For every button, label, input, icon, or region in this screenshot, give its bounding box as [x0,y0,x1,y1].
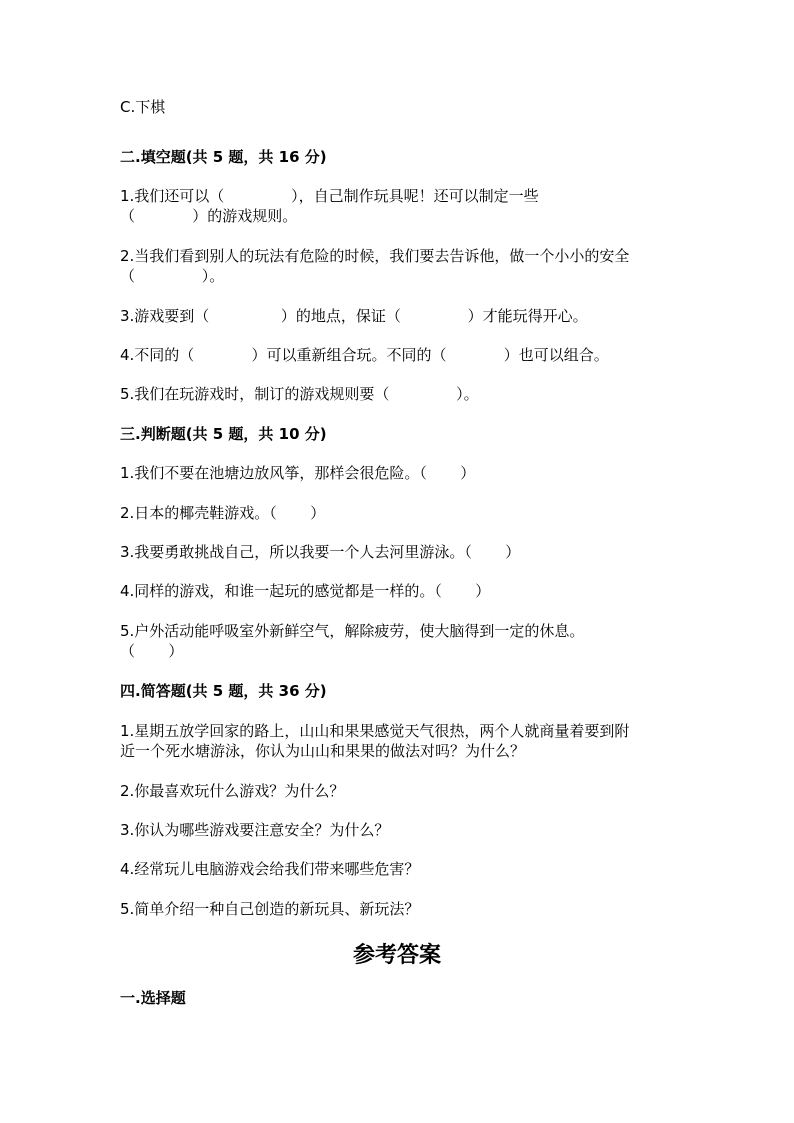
section-judgement-heading: 三.判断题(共 5 题，共 10 分) [120,425,327,443]
short-question-1-line-1: 1.星期五放学回家的路上，山山和果果感觉天气很热，两个人就商量着要到附 [120,722,630,740]
judge-question-1: 1.我们不要在池塘边放风筝，那样会很危险。（ ） [120,464,476,482]
fill-question-1-line-1: 1.我们还可以（ ），自己制作玩具呢！还可以制定一些 [120,187,539,205]
fill-question-2-line-2: （ ）。 [120,267,225,285]
fill-question-2-line-1: 2.当我们看到别人的玩法有危险的时候，我们要去告诉他，做一个小小的安全 [120,247,630,265]
short-question-3: 3.你认为哪些游戏要注意安全？为什么？ [120,821,390,839]
judge-question-4: 4.同样的游戏，和谁一起玩的感觉都是一样的。（ ） [120,582,491,600]
judge-question-2: 2.日本的椰壳鞋游戏。（ ） [120,504,326,522]
fill-question-1-line-2: （ ）的游戏规则。 [120,207,298,225]
short-question-4: 4.经常玩儿电脑游戏会给我们带来哪些危害？ [120,860,420,878]
short-question-2: 2.你最喜欢玩什么游戏？为什么？ [120,782,345,800]
fill-question-4: 4.不同的（ ）可以重新组合玩。不同的（ ）也可以组合。 [120,346,609,364]
fill-question-5: 5.我们在玩游戏时，制订的游戏规则要（ ）。 [120,385,479,403]
judge-question-3: 3.我要勇敢挑战自己，所以我要一个人去河里游泳。（ ） [120,543,521,561]
short-question-1-line-2: 近一个死水塘游泳，你认为山山和果果的做法对吗？为什么？ [120,742,526,760]
section-fill-blank-heading: 二.填空题(共 5 题，共 16 分) [120,148,327,166]
judge-question-5-line-2: （ ） [120,642,184,660]
judge-question-5-line-1: 5.户外活动能呼吸室外新鲜空气，解除疲劳，使大脑得到一定的休息。 [120,622,585,640]
answer-key-title: 参考答案 [352,942,441,968]
short-question-5: 5.简单介绍一种自己创造的新玩具、新玩法？ [120,900,420,918]
fill-question-3: 3.游戏要到（ ）的地点，保证（ ）才能玩得开心。 [120,307,588,325]
answer-section-choice-heading: 一.选择题 [120,989,186,1007]
section-short-answer-heading: 四.简答题(共 5 题，共 36 分) [120,682,327,700]
option-c: C.下棋 [120,98,166,116]
